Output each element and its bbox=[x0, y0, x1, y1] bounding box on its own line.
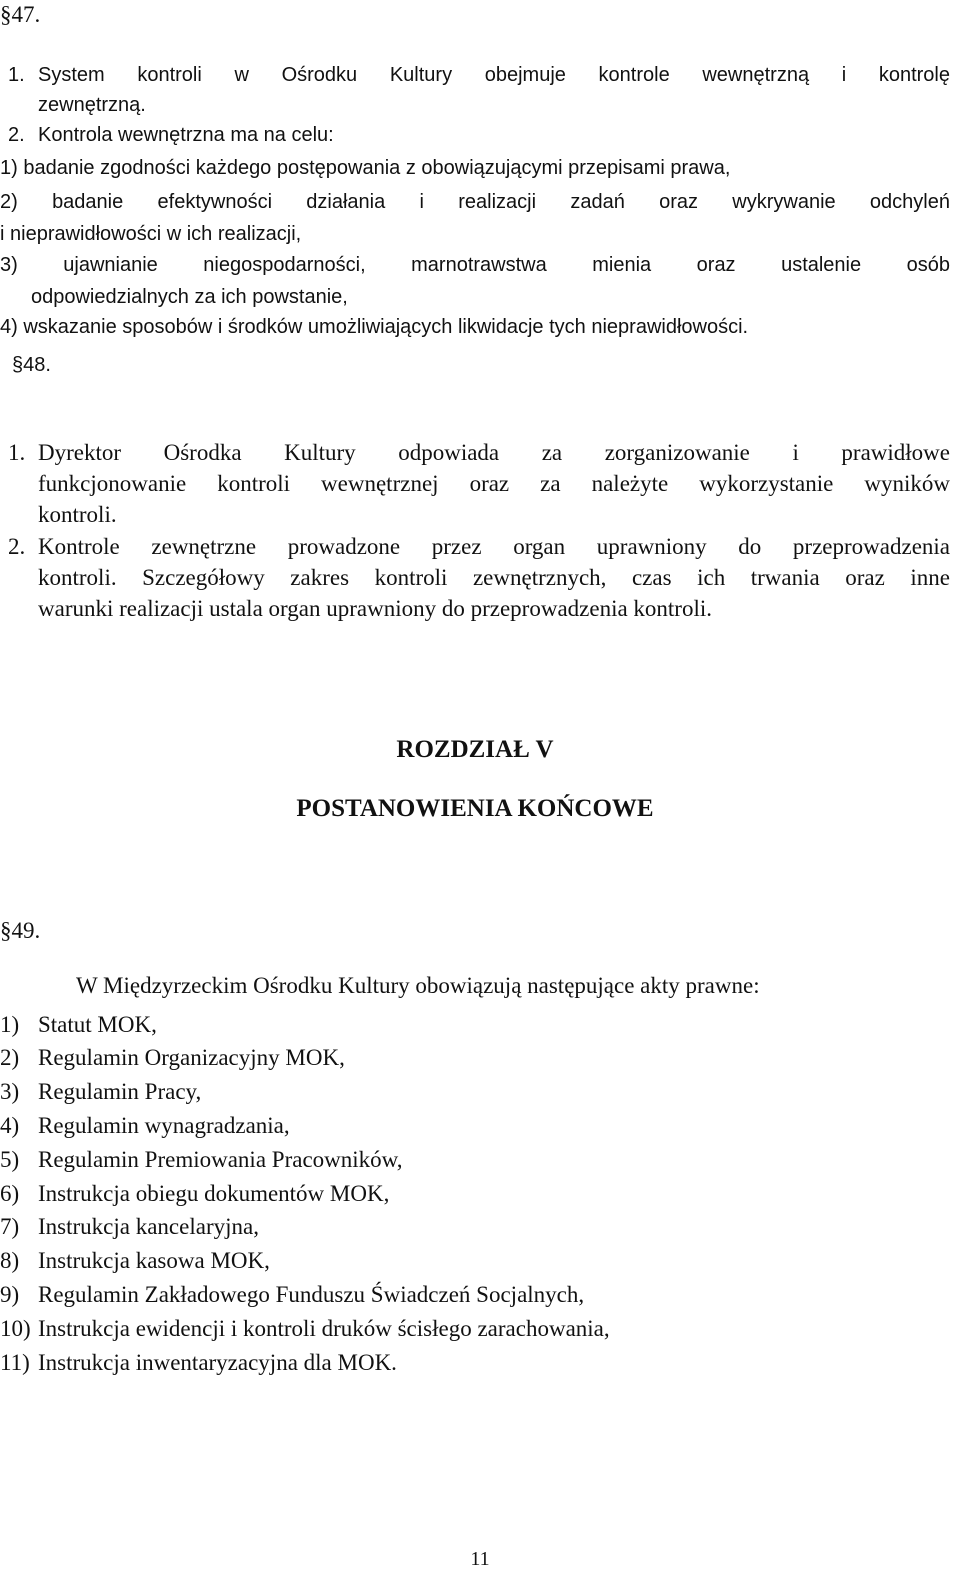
list-item bbox=[0, 1181, 760, 1209]
list-item-number: 3) bbox=[0, 1079, 20, 1104]
list-item-number: 10) bbox=[0, 1316, 31, 1341]
section-48-item-1-number: 1. bbox=[8, 440, 26, 465]
section-47-item-1-line-1: System kontroli w Ośrodku Kultury obejmuje kontrole wewnętrzną i kontrolę bbox=[38, 64, 950, 86]
list-item-number: 5) bbox=[0, 1147, 20, 1172]
section-47-sub-item-2-line-1: 2) badanie efektywności działania i realizacji zadań oraz wykrywanie odchyleń bbox=[0, 191, 950, 213]
list-item bbox=[0, 1147, 760, 1175]
section-47-item-1-number: 1. bbox=[8, 64, 25, 86]
section-47-item-2-number: 2. bbox=[8, 124, 25, 146]
list-item-text: Regulamin Pracy, bbox=[38, 1079, 202, 1104]
list-item-number: 1) bbox=[0, 1012, 20, 1037]
list-item bbox=[0, 1113, 760, 1141]
section-47-sub-item-3-line-2: odpowiedzialnych za ich powstanie, bbox=[31, 286, 348, 308]
list-item-text: Statut MOK, bbox=[38, 1012, 157, 1037]
list-item-number: 9) bbox=[0, 1282, 20, 1307]
section-47-sub-item-1: 1) badanie zgodności każdego postępowania z obowiązującymi przepisami prawa, bbox=[0, 157, 731, 179]
list-item-text: Instrukcja kancelaryjna, bbox=[38, 1214, 259, 1239]
list-item-text: Regulamin Zakładowego Funduszu Świadczeń Socjalnych, bbox=[38, 1282, 585, 1307]
list-item-text: Instrukcja kasowa MOK, bbox=[38, 1248, 270, 1273]
section-47-sub-item-3-line-1: 3) ujawnianie niegospodarności, marnotrawstwa mienia oraz ustalenie osób bbox=[0, 254, 950, 276]
list-item bbox=[0, 1012, 760, 1040]
list-item-text: Instrukcja ewidencji i kontroli druków ścisłego zarachowania, bbox=[38, 1316, 610, 1341]
list-item bbox=[0, 1282, 760, 1310]
list-item-text: Instrukcja obiegu dokumentów MOK, bbox=[38, 1181, 390, 1206]
list-item-text: Instrukcja inwentaryzacyjna dla MOK. bbox=[38, 1350, 397, 1375]
section-47-item-2-text: Kontrola wewnętrzna ma na celu: bbox=[38, 124, 334, 146]
list-item bbox=[0, 1316, 760, 1344]
list-item-text: Regulamin Premiowania Pracowników, bbox=[38, 1147, 403, 1172]
section-49-intro: W Międzyrzeckim Ośrodku Kultury obowiązują następujące akty prawne: bbox=[76, 973, 760, 998]
section-48-item-2-line-2: kontroli. Szczegółowy zakres kontroli zewnętrznych, czas ich trwania oraz inne bbox=[38, 565, 950, 590]
list-item bbox=[0, 1045, 760, 1073]
section-48-heading: §48. bbox=[12, 354, 51, 376]
legal-acts-list bbox=[0, 1012, 760, 1375]
chapter-subtitle: POSTANOWIENIA KOŃCOWE bbox=[296, 795, 654, 822]
list-item-number: 7) bbox=[0, 1214, 20, 1239]
list-item-text: Regulamin Organizacyjny MOK, bbox=[38, 1045, 345, 1070]
section-49-heading: §49. bbox=[0, 918, 41, 943]
section-47-sub-item-2-line-2: i nieprawidłowości w ich realizacji, bbox=[0, 223, 302, 245]
list-item bbox=[0, 1248, 760, 1276]
list-item bbox=[0, 1350, 760, 1378]
list-item-number: 11) bbox=[0, 1350, 30, 1375]
section-48-item-1-line-2: funkcjonowanie kontroli wewnętrznej oraz za należyte wykorzystanie wyników bbox=[38, 471, 950, 496]
list-item-number: 6) bbox=[0, 1181, 20, 1206]
section-48-item-1-line-1: Dyrektor Ośrodka Kultury odpowiada za zorganizowanie i prawidłowe bbox=[38, 440, 950, 465]
section-48-item-2-line-1: Kontrole zewnętrzne prowadzone przez organ uprawniony do przeprowadzenia bbox=[38, 534, 950, 559]
section-48-item-1-line-3: kontroli. bbox=[38, 502, 117, 527]
list-item-number: 2) bbox=[0, 1045, 20, 1070]
section-47-item-1-line-2: zewnętrzną. bbox=[38, 94, 146, 116]
list-item bbox=[0, 1214, 760, 1242]
section-48-item-2-number: 2. bbox=[8, 534, 26, 559]
section-47-sub-item-4: 4) wskazanie sposobów i środków umożliwiających likwidacje tych nieprawidłowości. bbox=[0, 316, 749, 338]
chapter-title: ROZDZIAŁ V bbox=[396, 736, 554, 763]
page-number: 11 bbox=[470, 1548, 490, 1570]
section-47-heading: §47. bbox=[0, 2, 41, 27]
list-item-number: 4) bbox=[0, 1113, 20, 1138]
list-item-number: 8) bbox=[0, 1248, 20, 1273]
list-item-text: Regulamin wynagradzania, bbox=[38, 1113, 290, 1138]
section-48-item-2-line-3: warunki realizacji ustala organ uprawniony do przeprowadzenia kontroli. bbox=[38, 596, 712, 621]
list-item bbox=[0, 1079, 760, 1107]
